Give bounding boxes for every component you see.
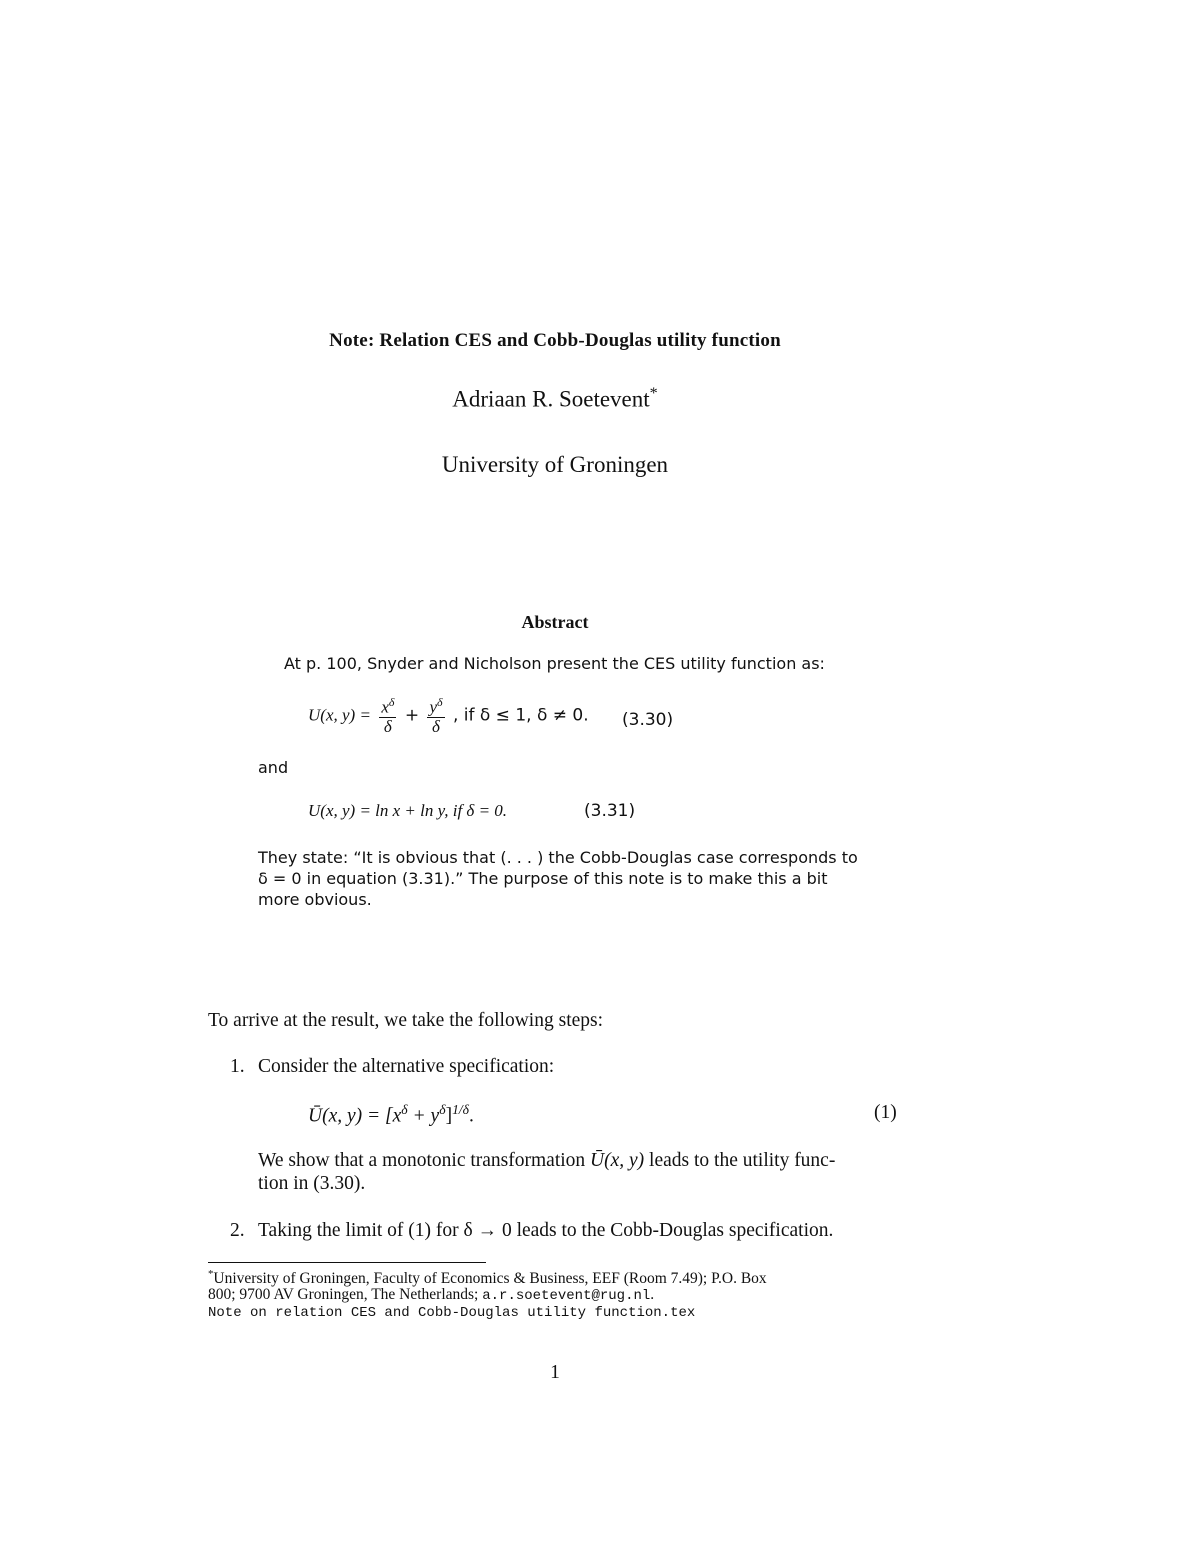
- eq1-frac2-exp: δ: [437, 695, 443, 709]
- footnote-line-2-end: .: [650, 1286, 655, 1303]
- abstract-closing-line-2: δ = 0 in equation (3.31).” The purpose of this note is to make this a bit: [258, 869, 828, 888]
- eq1-frac1-num: x: [381, 697, 389, 717]
- eq1-frac1-exp: δ: [388, 695, 395, 709]
- step-1-follow-b: leads to the utility func-: [644, 1150, 836, 1171]
- eq1-label: (3.30): [622, 710, 674, 730]
- eq3-outer-exp: 1/δ: [452, 1102, 470, 1117]
- footnote-email[interactable]: a.r.soetevent@rug.nl: [482, 1288, 651, 1304]
- step-1-follow-math: Ū(x, y): [590, 1150, 645, 1171]
- step-1-follow-a: We show that a monotonic transformation: [258, 1150, 591, 1171]
- abstract-and: and: [258, 758, 289, 777]
- eq1-frac1-den: δ: [383, 716, 392, 736]
- eq3-close: ]: [445, 1105, 453, 1127]
- eq1-fraction-x: [379, 696, 396, 735]
- step-1-text: Consider the alternative specification:: [258, 1056, 555, 1077]
- eq1-frac2-num: y: [429, 697, 438, 717]
- equation-3-30: U(x, y) = $\frac{x^\delta}{\delta}$ + $\frac{y^\delta}{\delta}$ , if δ ≤ 1, δ ≠ 0.: [308, 695, 589, 736]
- page-number: 1: [550, 1362, 560, 1383]
- eq3-lhs: Ū(x, y) = [x: [308, 1105, 402, 1127]
- step-1-follow-line-2: tion in (3.30).: [258, 1173, 366, 1194]
- eq3-plus: + y: [407, 1105, 440, 1127]
- step-1-follow-line-1: [258, 1150, 835, 1172]
- step-2-text: Taking the limit of (1) for δ → 0 leads to the Cobb-Douglas specification.: [258, 1220, 834, 1241]
- eq3-exp-y: δ: [439, 1102, 446, 1117]
- author-footnote-mark: *: [649, 385, 658, 402]
- eq1-frac2-den: δ: [432, 716, 440, 736]
- abstract-closing-line-1: They state: “It is obvious that (. . . ) the Cobb-Douglas case corresponds to: [258, 848, 858, 867]
- footnote-line-2: [208, 1286, 654, 1304]
- eq2-label: (3.31): [584, 801, 636, 821]
- step-2-number: 2.: [230, 1220, 245, 1241]
- step-1-number: 1.: [230, 1056, 245, 1077]
- affiliation: University of Groningen: [441, 452, 669, 477]
- author-text: Adriaan R. Soetevent: [452, 386, 650, 412]
- eq3-end: .: [469, 1105, 474, 1127]
- footnote-rule: [208, 1262, 486, 1263]
- abstract-closing-line-3: more obvious.: [258, 890, 372, 909]
- equation-1: [308, 1102, 474, 1128]
- footnote-mark: *: [208, 1268, 214, 1280]
- abstract-heading: Abstract: [521, 612, 589, 632]
- footnote-line-1-text: University of Groningen, Faculty of Economics & Business, EEF (Room 7.49); P.O. Box: [213, 1270, 767, 1288]
- footnote-line-2-text: 800; 9700 AV Groningen, The Netherlands;: [208, 1286, 483, 1303]
- eq1-lhs: U(x, y) =: [308, 705, 371, 725]
- paper-title: Note: Relation CES and Cobb-Douglas utility function: [329, 330, 781, 351]
- eq3-exp-x: δ: [401, 1102, 408, 1117]
- eq1-fraction-y: [427, 696, 444, 735]
- abstract-intro: At p. 100, Snyder and Nicholson present the CES utility function as:: [284, 654, 825, 673]
- body-intro: To arrive at the result, we take the following steps:: [208, 1010, 604, 1031]
- footnote-filename: Note on relation CES and Cobb-Douglas utility function.tex: [208, 1305, 696, 1321]
- equation-3-31: U(x, y) = ln x + ln y, if δ = 0.: [308, 801, 508, 820]
- eq1-tail: , if δ ≤ 1, δ ≠ 0.: [452, 705, 589, 726]
- eq3-label: (1): [874, 1102, 897, 1123]
- author-name: [0, 385, 1110, 413]
